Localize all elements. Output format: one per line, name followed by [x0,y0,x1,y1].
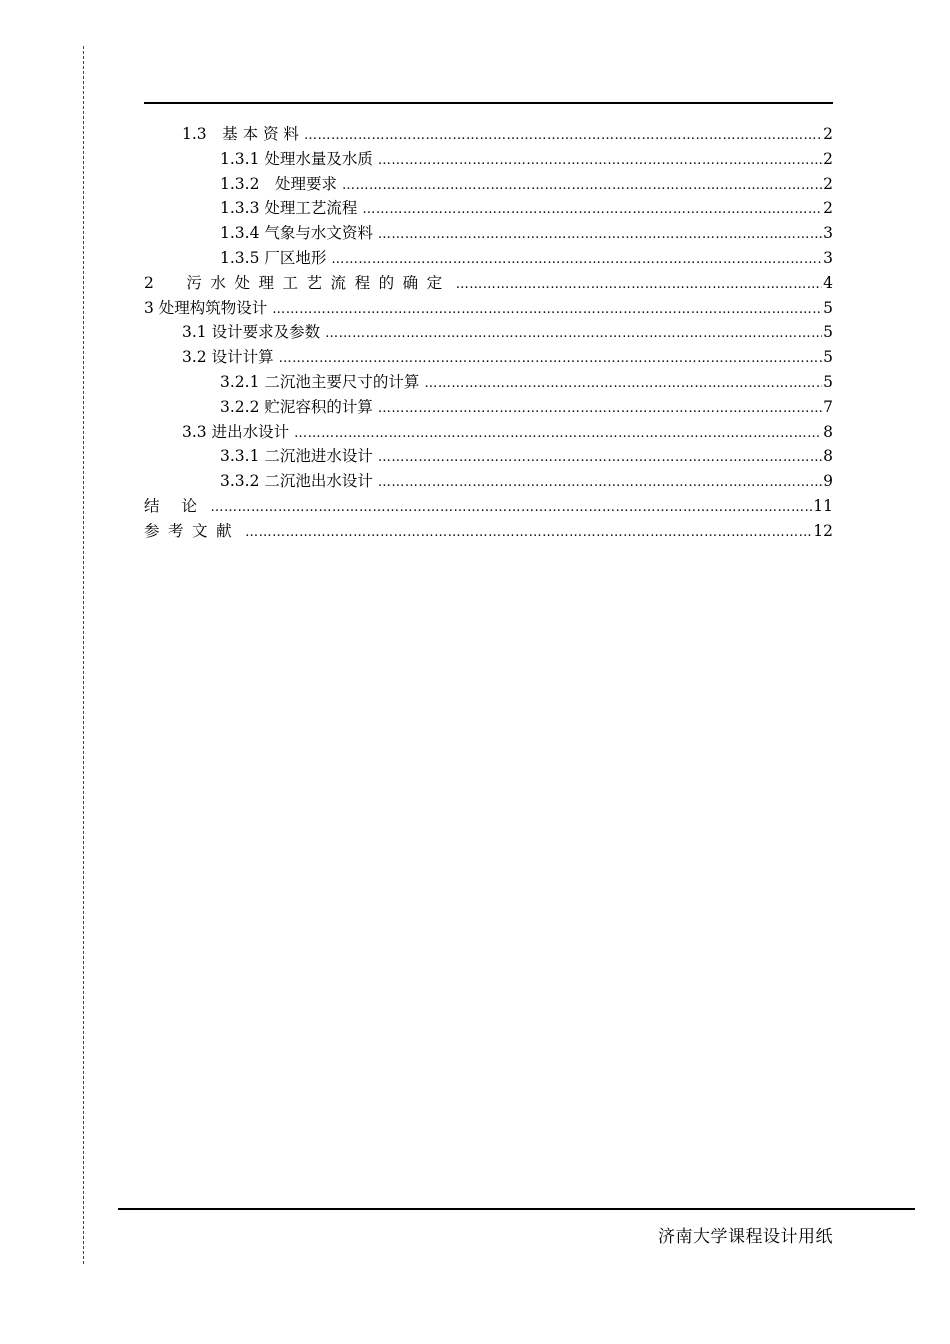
toc-entry[interactable] [144,420,833,445]
footer-rule [118,1208,915,1210]
toc-entry[interactable] [144,395,833,420]
toc-leader-dots [378,149,822,174]
toc-leader-dots [456,273,822,298]
toc-leader-dots [378,471,822,496]
toc-entry-title: 结 论 [144,496,206,515]
toc-leader-dots [211,496,813,521]
toc-leader-dots [272,298,822,323]
toc-entry-title: 3.2 设计计算 [182,348,274,367]
toc-leader-dots [362,198,822,223]
toc-entry-page: 4 [823,273,833,292]
toc-entry[interactable] [144,370,833,395]
toc-entry[interactable] [144,296,833,321]
toc-entry[interactable] [144,469,833,494]
toc-entry-page: 3 [823,248,833,267]
toc-entry[interactable] [144,221,833,246]
toc-entry-page: 3 [823,224,833,243]
toc-leader-dots [424,372,822,397]
toc-entry-page: 2 [823,174,833,193]
toc-entry-page: 5 [823,298,833,317]
toc-entry[interactable] [144,345,833,370]
toc-leader-dots [378,223,822,248]
toc-entry-title: 3.1 设计要求及参数 [182,323,321,342]
toc-entry-page: 2 [823,125,833,143]
toc-entry-title: 1.3.4 气象与水文资料 [220,224,373,243]
toc-entry[interactable] [144,172,833,197]
header-rule [144,102,833,104]
toc-entry-page: 12 [813,521,833,540]
toc-entry-title: 3 处理构筑物设计 [144,298,268,317]
toc-leader-dots [304,124,822,149]
toc-entry-page: 5 [823,323,833,342]
toc-entry[interactable] [144,444,833,469]
toc-entry-title: 3.3.2 二沉池出水设计 [220,472,373,491]
toc-entry-title: 2 污水处理工艺流程的确定 [144,273,451,292]
toc-entry-title: 3.3 进出水设计 [182,422,290,441]
toc-leader-dots [279,347,823,372]
toc-leader-dots [378,397,822,422]
toc-entry-page: 9 [823,472,833,491]
toc-leader-dots [325,322,822,347]
toc-entry-page: 11 [813,496,833,515]
toc-entry-title: 1.3.3 处理工艺流程 [220,199,358,218]
toc-entry-page: 7 [823,397,833,416]
toc-entry-page: 2 [823,149,833,168]
toc-leader-dots [378,446,822,471]
toc-leader-dots [342,174,822,199]
toc-entry-title: 3.2.1 二沉池主要尺寸的计算 [220,372,420,391]
toc-entry-page: 8 [823,422,833,441]
toc-entry-title: 参考文献 [144,521,241,540]
toc-entry-title: 3.3.1 二沉池进水设计 [220,447,373,466]
toc-entry-page: 2 [823,199,833,218]
toc-entry-title: 1.3 基 本 资 料 [182,125,299,143]
binding-margin-line [83,46,84,1264]
toc-entry-title: 1.3.2 处理要求 [220,174,337,193]
toc-entry-page: 8 [823,447,833,466]
toc-entry[interactable] [144,122,833,147]
toc-entry[interactable] [144,147,833,172]
toc-leader-dots [294,422,822,447]
toc-entry[interactable] [144,320,833,345]
toc-entry[interactable] [144,519,833,544]
toc-entry[interactable] [144,196,833,221]
toc-entry-page: 5 [823,372,833,391]
toc-entry-title: 1.3.5 厂区地形 [220,248,327,267]
toc-entry[interactable] [144,494,833,519]
toc-leader-dots [245,521,812,546]
toc-entry[interactable] [144,271,833,296]
toc-entry-page: 5 [823,348,833,367]
toc-entry-title: 3.2.2 贮泥容积的计算 [220,397,373,416]
footer-label: 济南大学课程设计用纸 [658,1227,833,1247]
toc-entry-title: 1.3.1 处理水量及水质 [220,149,373,168]
toc-leader-dots [331,248,822,273]
table-of-contents [144,122,833,544]
toc-entry[interactable] [144,246,833,271]
